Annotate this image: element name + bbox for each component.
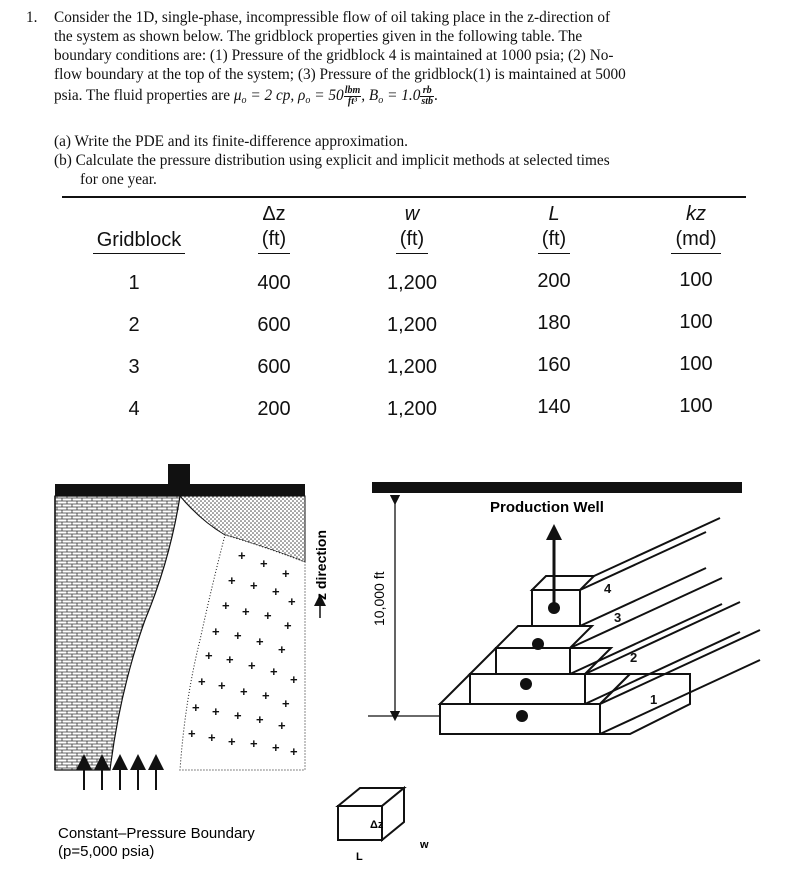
svg-text:+: + [270,664,278,679]
cell-w: 1,200 [386,356,438,378]
legend-dz-label: Δz [370,819,384,831]
svg-text:+: + [278,642,286,657]
header-w [362,202,462,254]
svg-text:+: + [198,674,206,689]
cell-kz: 100 [679,311,713,333]
cell-kz: 100 [679,269,713,291]
mu-subscript: o [241,95,247,107]
cross-section-diagram [55,464,305,860]
svg-text:+: + [188,726,196,741]
height-dimension [368,500,440,716]
svg-text:+: + [284,618,292,633]
svg-text:+: + [228,573,236,588]
svg-text:+: + [288,594,296,609]
svg-text:+: + [290,744,298,759]
svg-text:+: + [234,708,242,723]
cell-block: 1 [128,272,140,294]
mu-value: = 2 cp, ρ [250,87,306,105]
svg-text:+: + [212,624,220,639]
problem-line-5 [54,86,784,110]
svg-text:+: + [212,704,220,719]
svg-text:+: + [262,688,270,703]
fluid-properties-intro: psia. The fluid properties are [54,87,230,105]
gridblock-stack [440,518,760,734]
header-l-unit: (ft) [538,227,570,254]
svg-text:+: + [290,672,298,687]
rho-unit-denominator: ft³ [347,96,358,107]
problem-line-2: the system as shown below. The gridblock properties given in the following table. The [54,28,583,45]
svg-text:+: + [256,712,264,727]
svg-text:+: + [248,658,256,673]
height-label: 10,000 ft [371,571,387,626]
mu-symbol: μ [233,87,242,105]
header-gridblock-label: Gridblock [93,229,185,254]
boundary-label-2: (p=5,000 psia) [58,843,155,860]
cell-l: 160 [537,354,571,376]
header-dz-symbol: Δz [262,203,286,225]
bo-unit [420,86,434,107]
caprock-formation [55,496,180,770]
problem-body [54,8,784,110]
wellhead [168,464,190,488]
table-top-rule [62,196,746,198]
production-well-label: Production Well [490,499,604,516]
svg-text:+: + [256,634,264,649]
svg-text:+: + [272,740,280,755]
svg-text:+: + [250,578,258,593]
svg-text:+: + [278,718,286,733]
z-direction-indicator [313,530,329,618]
cell-dz: 600 [257,314,291,336]
cell-block: 4 [128,398,140,420]
cell-dz: 200 [257,398,291,420]
svg-text:+: + [228,734,236,749]
problem-number: 1. [26,9,38,26]
cell-w: 1,200 [386,314,438,336]
problem-line-4: flow boundary at the top of the system; (3) Pressure of the gridblock(1) is maintained at 5000 [54,66,626,83]
cell-l: 200 [537,270,571,292]
reservoir-figure [0,440,800,872]
svg-text:+: + [260,556,268,571]
cell-dz: 400 [257,272,291,294]
header-kz [646,202,746,254]
cell-block: 2 [128,314,140,336]
z-direction-label: z direction [313,529,329,600]
svg-text:+: + [264,608,272,623]
svg-text:+: + [242,604,250,619]
header-w-unit: (ft) [396,227,428,254]
cell-dz: 600 [257,356,291,378]
cell-l: 140 [537,396,571,418]
svg-text:+: + [250,736,258,751]
cell-kz: 100 [679,395,713,417]
svg-text:+: + [272,584,280,599]
rho-unit [344,86,362,107]
problem-line-3: boundary conditions are: (1) Pressure of the gridblock 4 is maintained at 1000 psia; (2) No- [54,47,614,64]
svg-text:+: + [218,678,226,693]
part-a: (a) Write the PDE and its finite-difference approximation. [54,133,408,150]
legend-w-label: w [420,839,429,851]
cell-block: 3 [128,356,140,378]
svg-text:+: + [205,648,213,663]
gridblock-3-front [496,648,570,674]
svg-text:+: + [234,628,242,643]
rho-unit-numerator: lbm [344,85,361,96]
header-dz [224,202,324,254]
gridblock-label-1: 1 [650,692,658,707]
block-dimension-legend [338,788,404,840]
cell-w: 1,200 [386,272,438,294]
part-b: (b) Calculate the pressure distribution using explicit and implicit methods at selected times [54,152,610,169]
part-b-continued: for one year. [80,171,157,188]
svg-text:+: + [222,598,230,613]
cell-l: 180 [537,312,571,334]
header-dz-unit: (ft) [258,227,290,254]
svg-text:+: + [238,548,246,563]
svg-text:+: + [192,700,200,715]
header-kz-unit: (md) [671,227,720,254]
svg-text:+: + [282,696,290,711]
bo-unit-numerator: rb [420,86,434,97]
bo-subscript: o [378,95,384,107]
problem-line-1: Consider the 1D, single-phase, incompressible flow of oil taking place in the z-direction of [54,9,611,26]
svg-text:+: + [240,684,248,699]
header-l [504,202,604,254]
rho-value: = 50 [314,87,344,105]
cell-w: 1,200 [386,398,438,420]
gridblock-label-3: 3 [614,610,622,625]
svg-text:+: + [282,566,290,581]
svg-text:+: + [226,652,234,667]
legend-l-label: L [356,851,363,863]
header-gridblock [74,229,204,254]
gridblock-label-4: 4 [604,581,612,596]
bo-unit-denominator: stb [421,96,434,107]
header-w-symbol: w [404,203,420,225]
bo-symbol: , B [361,87,379,105]
boundary-label-1: Constant–Pressure Boundary [58,825,255,842]
top-surface [372,482,742,493]
gridblock-table [62,196,746,428]
gridblock-label-2: 2 [630,650,638,665]
cell-kz: 100 [679,353,713,375]
header-l-symbol: L [548,203,560,225]
svg-text:+: + [208,730,216,745]
sentence-end: . [434,87,438,105]
header-kz-symbol: kz [686,203,706,225]
bo-value: = 1.0 [387,87,421,105]
rho-subscript: o [305,95,311,107]
